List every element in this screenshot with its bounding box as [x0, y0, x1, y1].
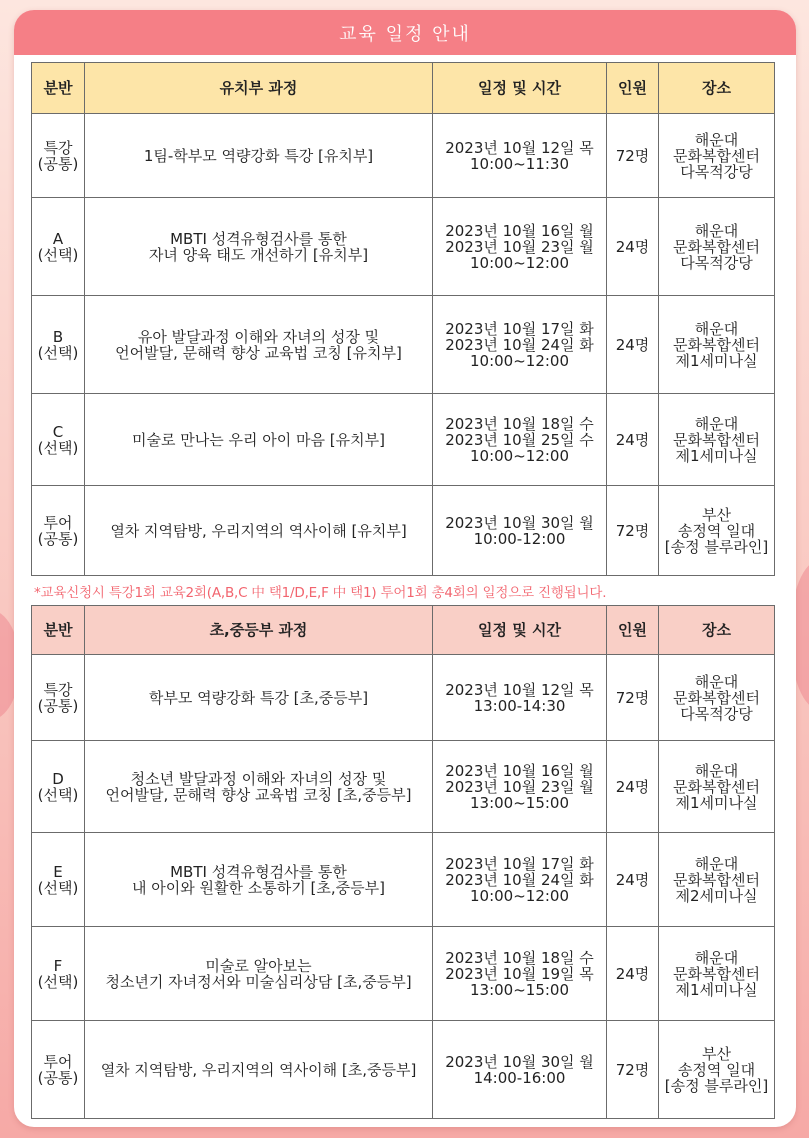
people-cell: 24명	[607, 741, 659, 833]
division-cell: B (선택)	[32, 296, 85, 394]
place-cell: 부산 송정역 일대 [송정 블루라인]	[659, 486, 775, 576]
people-cell: 24명	[607, 927, 659, 1021]
header-people: 인원	[607, 63, 659, 114]
date-cell: 2023년 10월 16일 월 2023년 10월 23일 월 13:00~15:00	[433, 741, 607, 833]
division-cell: C (선택)	[32, 394, 85, 486]
table-row	[32, 114, 775, 198]
place-cell: 해운대 문화복합센터 제1세미나실	[659, 741, 775, 833]
page-title: 교육 일정 안내	[14, 10, 796, 55]
table-header-row	[32, 63, 775, 114]
people-cell: 24명	[607, 296, 659, 394]
course-cell: 미술로 만나는 우리 아이 마음 [유치부]	[85, 394, 433, 486]
header-place: 장소	[659, 63, 775, 114]
date-cell: 2023년 10월 17일 화 2023년 10월 24일 화 10:00~12:00	[433, 833, 607, 927]
kindergarten-schedule-table	[31, 62, 775, 576]
header-place: 장소	[659, 606, 775, 655]
people-cell: 24명	[607, 198, 659, 296]
date-cell: 2023년 10월 17일 화 2023년 10월 24일 화 10:00~12:00	[433, 296, 607, 394]
place-cell: 해운대 문화복합센터 제1세미나실	[659, 394, 775, 486]
header-division: 분반	[32, 606, 85, 655]
header-course: 유치부 과정	[85, 63, 433, 114]
table-row	[32, 927, 775, 1021]
division-cell: 투어 (공통)	[32, 486, 85, 576]
people-cell: 24명	[607, 394, 659, 486]
table-row	[32, 296, 775, 394]
table-row	[32, 1021, 775, 1119]
place-cell: 해운대 문화복합센터 다목적강당	[659, 198, 775, 296]
course-cell: 청소년 발달과정 이해와 자녀의 성장 및 언어발달, 문해력 향상 교육법 코칭 [초,중등부]	[85, 741, 433, 833]
course-cell: 학부모 역량강화 특강 [초,중등부]	[85, 655, 433, 741]
division-cell: 특강 (공통)	[32, 114, 85, 198]
division-cell: 특강 (공통)	[32, 655, 85, 741]
place-cell: 부산 송정역 일대 [송정 블루라인]	[659, 1021, 775, 1119]
date-cell: 2023년 10월 16일 월 2023년 10월 23일 월 10:00~12:00	[433, 198, 607, 296]
date-cell: 2023년 10월 18일 수 2023년 10월 25일 수 10:00~12:00	[433, 394, 607, 486]
date-cell: 2023년 10월 30일 월 10:00-12:00	[433, 486, 607, 576]
course-cell: MBTI 성격유형검사를 통한 내 아이와 원활한 소통하기 [초,중등부]	[85, 833, 433, 927]
header-date: 일정 및 시간	[433, 606, 607, 655]
school-schedule-table	[31, 605, 775, 1119]
table-row	[32, 833, 775, 927]
place-cell: 해운대 문화복합센터 제1세미나실	[659, 296, 775, 394]
place-cell: 해운대 문화복합센터 다목적강당	[659, 655, 775, 741]
header-course: 초,중등부 과정	[85, 606, 433, 655]
schedule-card	[14, 10, 796, 1127]
people-cell: 72명	[607, 1021, 659, 1119]
division-cell: 투어 (공통)	[32, 1021, 85, 1119]
table-row	[32, 198, 775, 296]
header-division: 분반	[32, 63, 85, 114]
table-header-row	[32, 606, 775, 655]
course-cell: 유아 발달과정 이해와 자녀의 성장 및 언어발달, 문해력 향상 교육법 코칭 [유치부]	[85, 296, 433, 394]
place-cell: 해운대 문화복합센터 제1세미나실	[659, 927, 775, 1021]
date-cell: 2023년 10월 30일 월 14:00-16:00	[433, 1021, 607, 1119]
course-cell: MBTI 성격유형검사를 통한 자녀 양육 태도 개선하기 [유치부]	[85, 198, 433, 296]
people-cell: 72명	[607, 655, 659, 741]
people-cell: 72명	[607, 114, 659, 198]
header-people: 인원	[607, 606, 659, 655]
course-cell: 1팀-학부모 역량강화 특강 [유치부]	[85, 114, 433, 198]
table-row	[32, 394, 775, 486]
schedule-note: *교육신청시 특강1회 교육2회(A,B,C 中 택1/D,E,F 中 택1) 투어1회 총4회의 일정으로 진행됩니다.	[34, 585, 607, 601]
people-cell: 24명	[607, 833, 659, 927]
division-cell: A (선택)	[32, 198, 85, 296]
course-cell: 열차 지역탐방, 우리지역의 역사이해 [유치부]	[85, 486, 433, 576]
date-cell: 2023년 10월 12일 목 13:00-14:30	[433, 655, 607, 741]
place-cell: 해운대 문화복합센터 제2세미나실	[659, 833, 775, 927]
course-cell: 미술로 알아보는 청소년기 자녀정서와 미술심리상담 [초,중등부]	[85, 927, 433, 1021]
division-cell: F (선택)	[32, 927, 85, 1021]
table-row	[32, 486, 775, 576]
place-cell: 해운대 문화복합센터 다목적강당	[659, 114, 775, 198]
date-cell: 2023년 10월 18일 수 2023년 10월 19일 목 13:00~15:00	[433, 927, 607, 1021]
division-cell: E (선택)	[32, 833, 85, 927]
date-cell: 2023년 10월 12일 목 10:00~11:30	[433, 114, 607, 198]
header-date: 일정 및 시간	[433, 63, 607, 114]
table-row	[32, 655, 775, 741]
table-row	[32, 741, 775, 833]
people-cell: 72명	[607, 486, 659, 576]
course-cell: 열차 지역탐방, 우리지역의 역사이해 [초,중등부]	[85, 1021, 433, 1119]
division-cell: D (선택)	[32, 741, 85, 833]
